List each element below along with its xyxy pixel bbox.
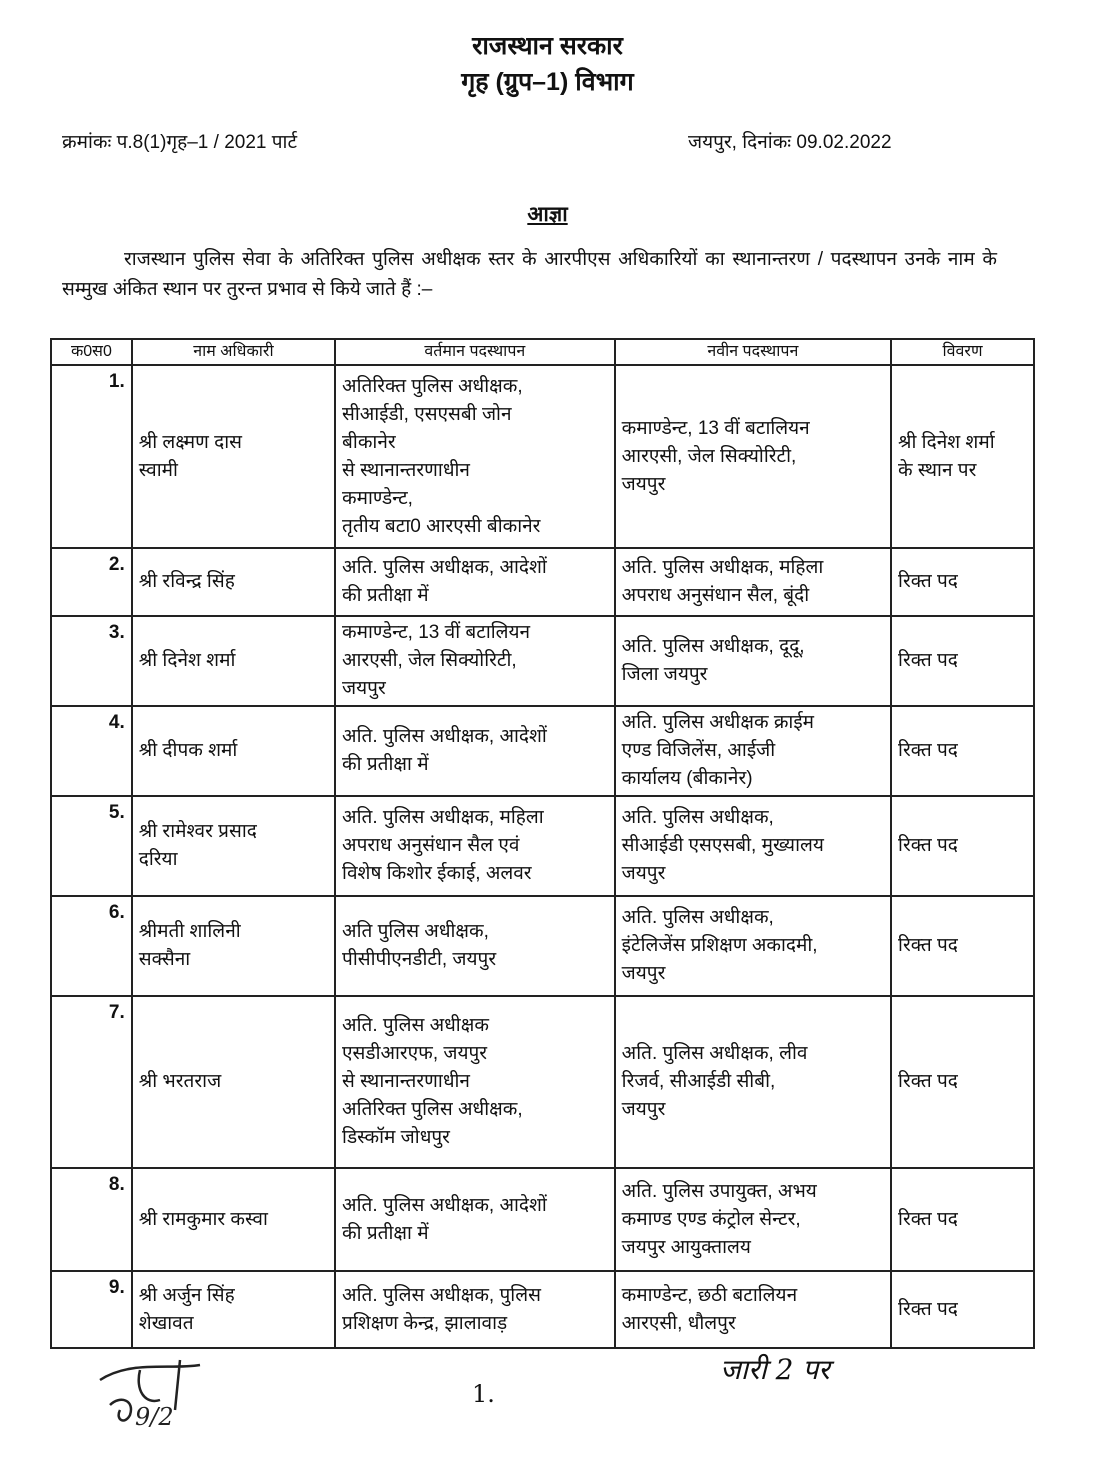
current-posting-cell: अति पुलिस अधीक्षक, पीसीपीएनडीटी, जयपुर [335, 896, 615, 996]
current-posting-cell: अतिरिक्त पुलिस अधीक्षक, सीआईडी, एसएसबी जोन बीकानेर से स्थानान्तरणाधीन कमाण्डेन्ट, तृतीय बटा0 आरएसी बीकानेर [335, 365, 615, 548]
new-posting-cell: अति. पुलिस अधीक्षक, दूदू, जिला जयपुर [615, 616, 891, 706]
reference-number: क्रमांकः प.8(1)गृह–1 / 2021 पार्ट [62, 132, 298, 153]
officer-name-cell: श्री भरतराज [132, 996, 335, 1168]
remarks-cell: रिक्त पद [891, 706, 1034, 796]
table-row [51, 365, 1034, 548]
place-date: जयपुर, दिनांकः 09.02.2022 [688, 132, 892, 153]
new-posting-cell: कमाण्डेन्ट, छठी बटालियन आरएसी, धौलपुर [615, 1271, 891, 1348]
remarks-cell: श्री दिनेश शर्मा के स्थान पर [891, 365, 1034, 548]
remarks-cell: रिक्त पद [891, 616, 1034, 706]
officer-name-cell: श्री रामकुमार कस्वा [132, 1168, 335, 1271]
officer-name-cell: श्री रामेश्वर प्रसाद दरिया [132, 796, 335, 896]
current-posting-cell: अति. पुलिस अधीक्षक, आदेशों की प्रतीक्षा में [335, 706, 615, 796]
new-posting-cell: कमाण्डेन्ट, 13 वीं बटालियन आरएसी, जेल सिक्योरिटी, जयपुर [615, 365, 891, 548]
page-number: 1. [472, 1380, 495, 1408]
remarks-cell: रिक्त पद [891, 1271, 1034, 1348]
table-row [51, 896, 1034, 996]
table-row [51, 796, 1034, 896]
officer-name-cell: श्री लक्ष्मण दास स्वामी [132, 365, 335, 548]
order-paragraph: राजस्थान पुलिस सेवा के अतिरिक्त पुलिस अधीक्षक स्तर के आरपीएस अधिकारियों का स्थानान्तरण / पदस्थापन उनके नाम के सम्मुख अंकित स्थान पर तुरन्त प्रभाव से किये जाते हैं :– [62, 249, 997, 300]
column-header: नाम अधिकारी [132, 339, 335, 365]
table-row [51, 706, 1034, 796]
serial-cell: 1. [51, 365, 132, 548]
remarks-cell: रिक्त पद [891, 1168, 1034, 1271]
serial-cell: 7. [51, 996, 132, 1168]
table-row [51, 1271, 1034, 1348]
signature [80, 1350, 220, 1430]
officer-name-cell: श्रीमती शालिनी सक्सैना [132, 896, 335, 996]
serial-cell: 5. [51, 796, 132, 896]
current-posting-cell: अति. पुलिस अधीक्षक एसडीआरएफ, जयपुर से स्थानान्तरणाधीन अतिरिक्त पुलिस अधीक्षक, डिस्कॉम जोधपुर [335, 996, 615, 1168]
remarks-cell: रिक्त पद [891, 896, 1034, 996]
officer-name-cell: श्री दिनेश शर्मा [132, 616, 335, 706]
current-posting-cell: अति. पुलिस अधीक्षक, आदेशों की प्रतीक्षा में [335, 548, 615, 616]
remarks-cell: रिक्त पद [891, 548, 1034, 616]
table-row [51, 548, 1034, 616]
column-header: वर्तमान पदस्थापन [335, 339, 615, 365]
serial-cell: 2. [51, 548, 132, 616]
table-row [51, 996, 1034, 1168]
column-header: विवरण [891, 339, 1034, 365]
new-posting-cell: अति. पुलिस उपायुक्त, अभय कमाण्ड एण्ड कंट्रोल सेन्टर, जयपुर आयुक्तालय [615, 1168, 891, 1271]
current-posting-cell: अति. पुलिस अधीक्षक, आदेशों की प्रतीक्षा में [335, 1168, 615, 1271]
column-header: नवीन पदस्थापन [615, 339, 891, 365]
officer-name-cell: श्री अर्जुन सिंह शेखावत [132, 1271, 335, 1348]
current-posting-cell: अति. पुलिस अधीक्षक, पुलिस प्रशिक्षण केन्द्र, झालावाड़ [335, 1271, 615, 1348]
serial-cell: 4. [51, 706, 132, 796]
remarks-cell: रिक्त पद [891, 796, 1034, 896]
new-posting-cell: अति. पुलिस अधीक्षक क्राईम एण्ड विजिलेंस, आईजी कार्यालय (बीकानेर) [615, 706, 891, 796]
current-posting-cell: कमाण्डेन्ट, 13 वीं बटालियन आरएसी, जेल सिक्योरिटी, जयपुर [335, 616, 615, 706]
government-heading: राजस्थान सरकार [472, 32, 623, 60]
table-header-row [51, 339, 1034, 365]
officer-name-cell: श्री रविन्द्र सिंह [132, 548, 335, 616]
new-posting-cell: अति. पुलिस अधीक्षक, सीआईडी एसएसबी, मुख्यालय जयपुर [615, 796, 891, 896]
serial-cell: 6. [51, 896, 132, 996]
order-title: आज्ञा [527, 203, 568, 226]
table-row [51, 616, 1034, 706]
remarks-cell: रिक्त पद [891, 996, 1034, 1168]
transfer-table [50, 338, 1035, 1349]
serial-cell: 8. [51, 1168, 132, 1271]
new-posting-cell: अति. पुलिस अधीक्षक, इंटेलिजेंस प्रशिक्षण अकादमी, जयपुर [615, 896, 891, 996]
serial-cell: 3. [51, 616, 132, 706]
column-header: क0स0 [51, 339, 132, 365]
new-posting-cell: अति. पुलिस अधीक्षक, महिला अपराध अनुसंधान सैल, बूंदी [615, 548, 891, 616]
signature-initials: 9/2 [135, 1403, 174, 1430]
table-row [51, 1168, 1034, 1271]
new-posting-cell: अति. पुलिस अधीक्षक, लीव रिजर्व, सीआईडी सीबी, जयपुर [615, 996, 891, 1168]
serial-cell: 9. [51, 1271, 132, 1348]
continued-note: जारी 2 पर [720, 1353, 830, 1386]
officer-name-cell: श्री दीपक शर्मा [132, 706, 335, 796]
current-posting-cell: अति. पुलिस अधीक्षक, महिला अपराध अनुसंधान सैल एवं विशेष किशोर ईकाई, अलवर [335, 796, 615, 896]
department-heading: गृह (ग्रुप–1) विभाग [461, 68, 634, 96]
